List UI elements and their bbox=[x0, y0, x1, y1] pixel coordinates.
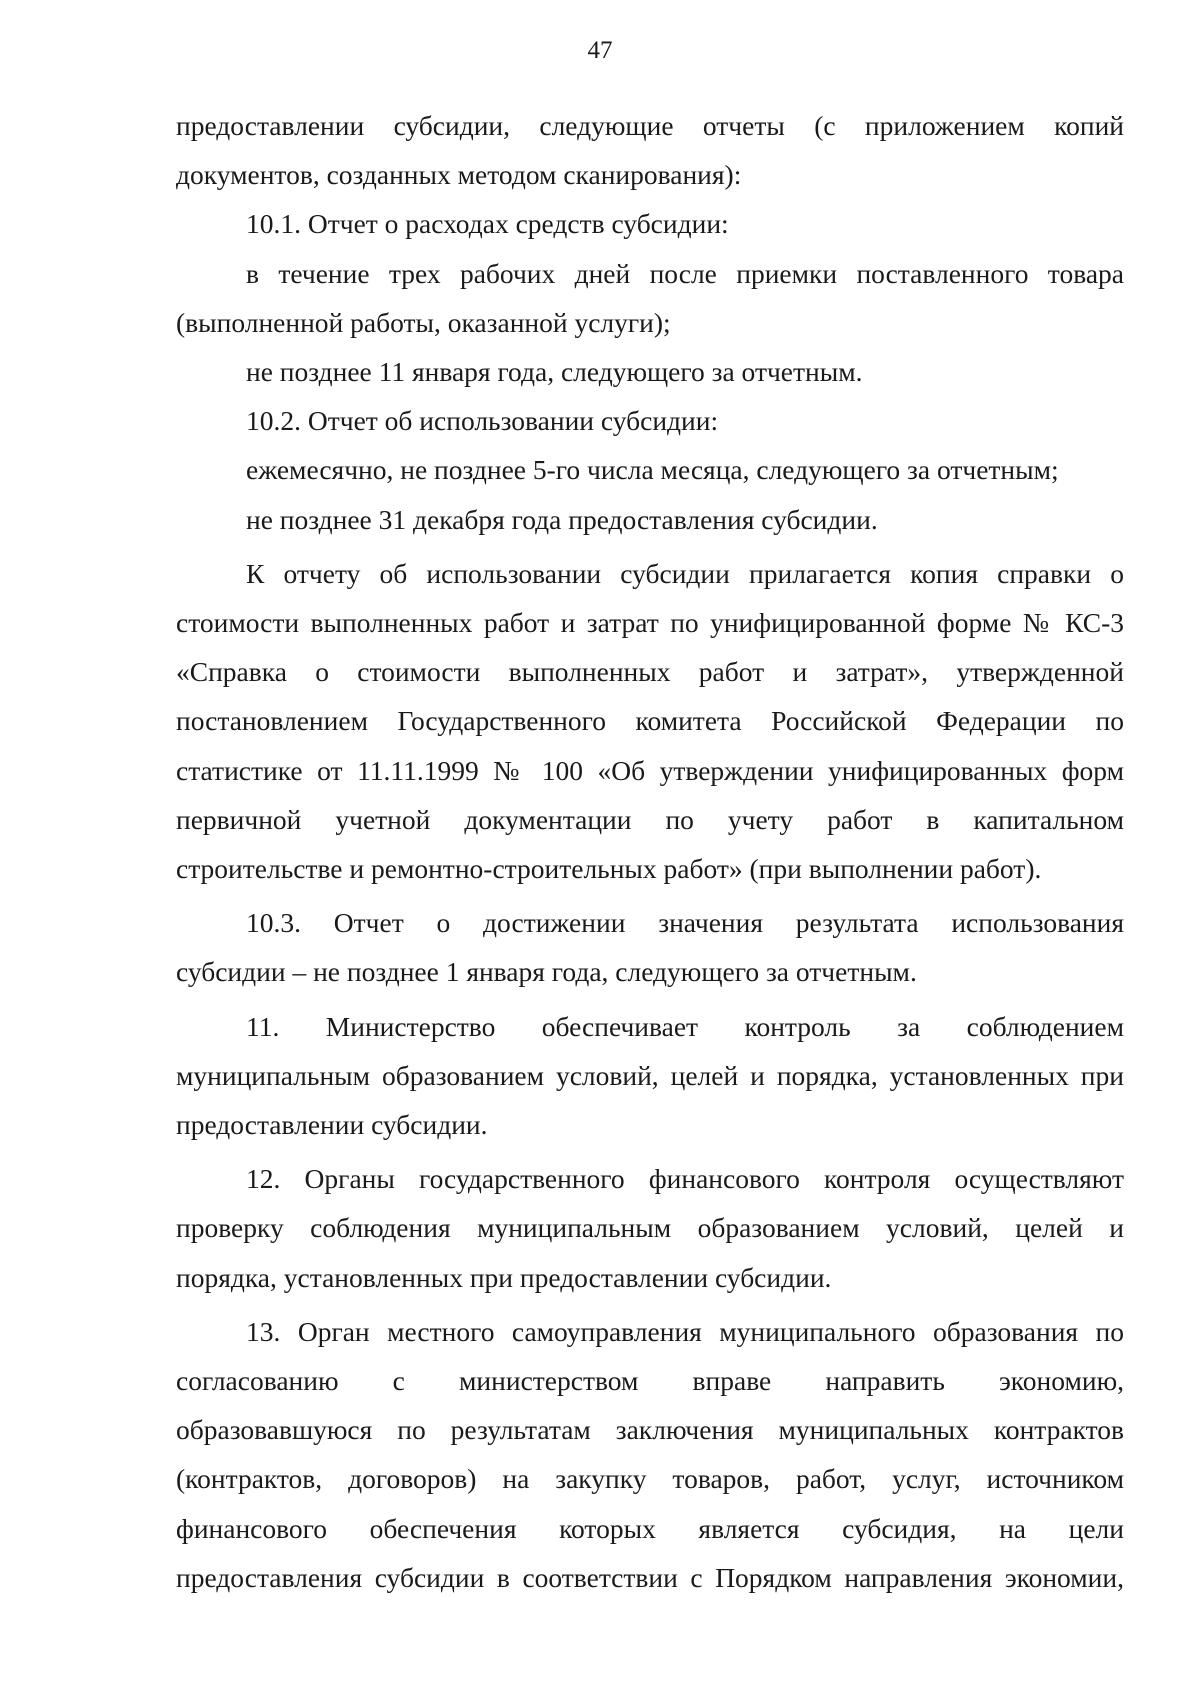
text-line: предоставлении субсидии. bbox=[176, 1109, 488, 1141]
text-line: стоимости выполненных работ и затрат по унифицированной форме № КС-3 bbox=[176, 607, 1124, 639]
page-number: 47 bbox=[587, 37, 613, 64]
text-line: (выполненной работы, оказанной услуги); bbox=[176, 306, 671, 338]
text-line: субсидии – не позднее 1 января года, следующего за отчетным. bbox=[176, 956, 917, 988]
text-line: предоставлении субсидии, следующие отчеты (с приложением копий bbox=[176, 110, 1124, 141]
text-line: предоставления субсидии в соответствии с Порядком направления экономии, bbox=[176, 1561, 1124, 1593]
text-line: документов, созданных методом сканирования): bbox=[176, 159, 742, 191]
text-line: 10.3. Отчет о достижении значения результата использования bbox=[246, 907, 1124, 939]
text-line: (контрактов, договоров) на закупку товаров, работ, услуг, источником bbox=[176, 1463, 1124, 1495]
text-line: первичной учетной документации по учету работ в капитальном bbox=[176, 803, 1124, 835]
text-line: 13. Орган местного самоуправления муниципального образования по bbox=[246, 1315, 1124, 1347]
text-line: 11. Министерство обеспечивает контроль за соблюдением bbox=[246, 1010, 1124, 1042]
text-line: финансового обеспечения которых является субсидия, на цели bbox=[176, 1512, 1124, 1544]
text-line: не позднее 31 декабря года предоставления субсидии. bbox=[246, 503, 878, 535]
text-line: 12. Органы государственного финансового контроля осуществляют bbox=[246, 1163, 1124, 1195]
document-body bbox=[176, 101, 1124, 1602]
text-line: муниципальным образованием условий, целей и порядка, установленных при bbox=[176, 1059, 1124, 1091]
text-line: К отчету об использовании субсидии прилагается копия справки о bbox=[246, 557, 1124, 589]
text-line: не позднее 11 января года, следующего за отчетным. bbox=[246, 356, 863, 388]
text-line: образовавшуюся по результатам заключения муниципальных контрактов bbox=[176, 1414, 1124, 1446]
text-line: «Справка о стоимости выполненных работ и затрат», утвержденной bbox=[176, 656, 1124, 688]
text-line: статистике от 11.11.1999 № 100 «Об утверждении унифицированных форм bbox=[176, 754, 1124, 786]
text-line: ежемесячно, не позднее 5-го числа месяца, следующего за отчетным; bbox=[246, 454, 1059, 486]
text-line: 10.2. Отчет об использовании субсидии: bbox=[246, 405, 719, 437]
text-line: согласованию с министерством вправе направить экономию, bbox=[176, 1365, 1124, 1397]
text-line: проверку соблюдения муниципальным образованием условий, целей и bbox=[176, 1212, 1124, 1244]
text-line: 10.1. Отчет о расходах средств субсидии: bbox=[246, 208, 729, 240]
text-line: постановлением Государственного комитета Российской Федерации по bbox=[176, 705, 1124, 737]
text-line: в течение трех рабочих дней после приемки поставленного товара bbox=[246, 257, 1124, 289]
text-line: порядка, установленных при предоставлении субсидии. bbox=[176, 1261, 832, 1293]
text-line: строительстве и ремонтно-строительных работ» (при выполнении работ). bbox=[176, 853, 1042, 885]
